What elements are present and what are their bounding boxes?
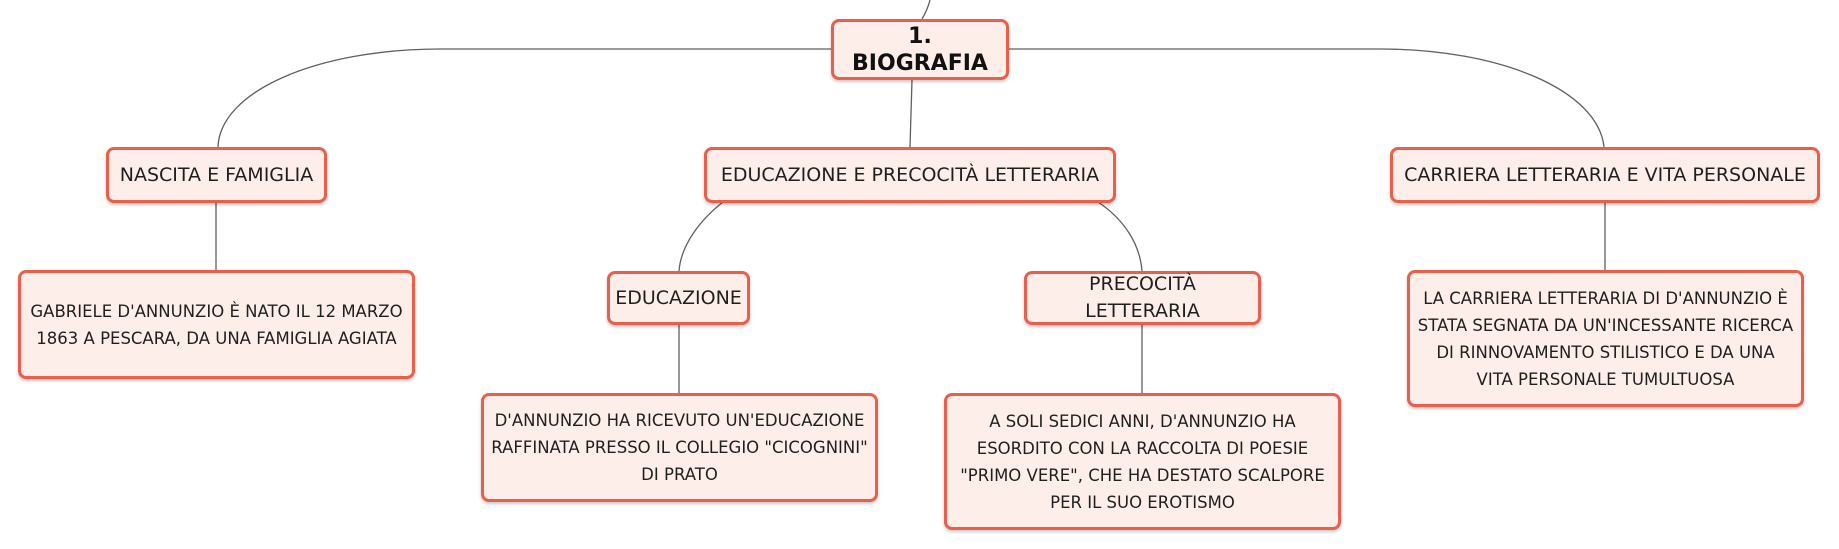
connector-root-to-nascita [218, 49, 831, 147]
detail-node-precocita-text: A SOLI SEDICI ANNI, D'ANNUNZIO HA ESORDITO CON LA RACCOLTA DI POESIE "PRIMO VERE", CHE HA DESTATO SCALPORE PER IL SUO EROTISMO [960, 411, 1325, 512]
detail-node-precocita[interactable] [944, 393, 1341, 530]
detail-node-nascita-text: GABRIELE D'ANNUNZIO È NATO IL 12 MARZO 1863 A PESCARA, DA UNA FAMIGLIA AGIATA [30, 301, 403, 348]
detail-node-educazione[interactable] [481, 393, 878, 502]
subtopic-node-precocita[interactable] [1024, 271, 1261, 325]
subtopic-node-educazione-label: EDUCAZIONE [615, 286, 742, 309]
connector-educprec-to-educazione [679, 202, 723, 271]
topic-node-nascita[interactable] [106, 147, 327, 203]
detail-node-carriera[interactable] [1407, 270, 1804, 407]
topic-node-educazione-precocita-label: EDUCAZIONE E PRECOCITÀ LETTERARIA [720, 163, 1100, 186]
connector-root-to-carriera [1009, 49, 1604, 147]
connector-educprec-to-precocita [1098, 202, 1142, 271]
topic-node-carriera[interactable] [1390, 147, 1820, 203]
topic-node-nascita-label: NASCITA E FAMIGLIA [119, 163, 314, 186]
topic-node-carriera-label: CARRIERA LETTERARIA E VITA PERSONALE [1404, 163, 1806, 186]
connector-root-to-educ-prec [910, 80, 912, 147]
subtopic-node-precocita-label: PRECOCITÀ LETTERARIA [1085, 273, 1200, 322]
detail-node-carriera-text: LA CARRIERA LETTERARIA DI D'ANNUNZIO È STATA SEGNATA DA UN'INCESSANTE RICERCA DI RINNOVAMENTO STILISTICO E DA UNA VITA PERSONALE TUMULTUOSA [1417, 288, 1794, 389]
connector-parent-to-root [922, 0, 930, 19]
subtopic-node-educazione[interactable] [607, 271, 750, 325]
root-node-label: 1. BIOGRAFIA [852, 23, 988, 76]
detail-node-educazione-text: D'ANNUNZIO HA RICEVUTO UN'EDUCAZIONE RAFFINATA PRESSO IL COLLEGIO "CICOGNINI" DI PRATO [491, 411, 868, 484]
topic-node-educazione-precocita[interactable] [704, 147, 1116, 203]
detail-node-nascita[interactable] [18, 270, 415, 379]
root-node[interactable] [831, 19, 1009, 80]
